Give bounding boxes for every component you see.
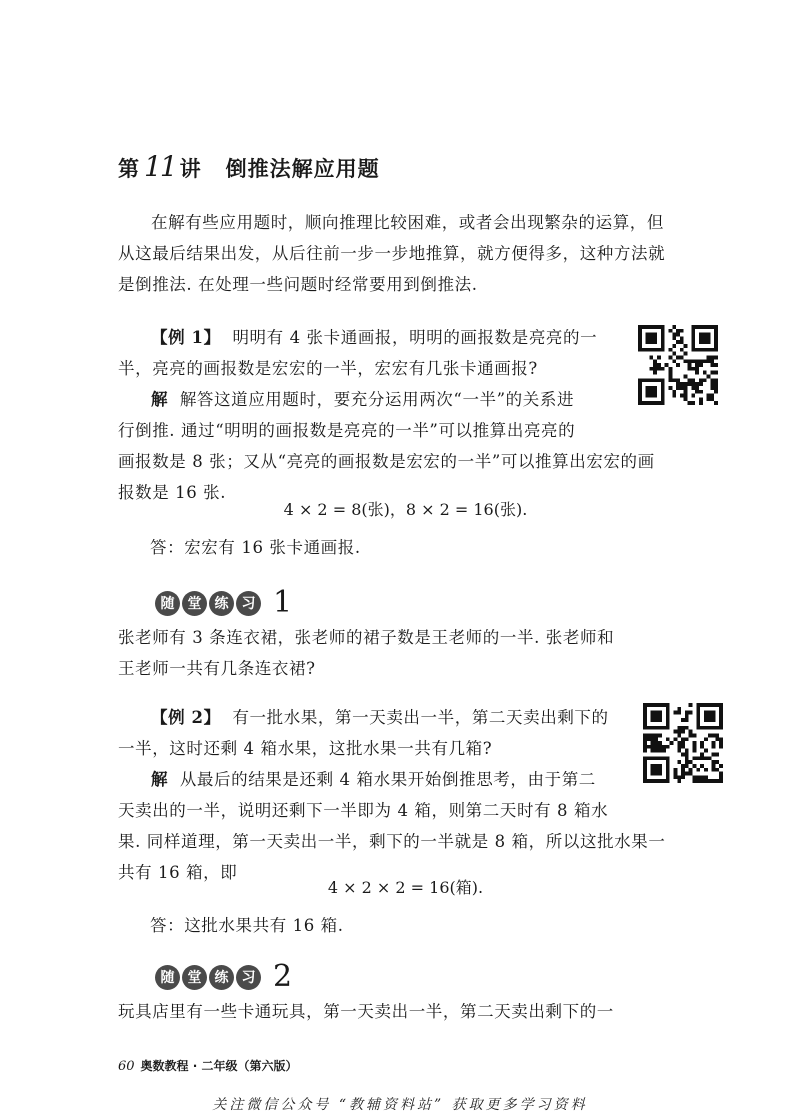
lesson-name: 倒推法解应用题 (225, 156, 380, 181)
intro-paragraph (118, 207, 688, 300)
practice-badge: 练 (209, 591, 234, 616)
example-2-question (118, 702, 638, 764)
example-2-solution-line: 从最后的结果是还剩 4 箱水果开始倒推思考，由于第二 (179, 770, 596, 789)
practice-1-header (155, 585, 293, 620)
practice-badge: 练 (209, 965, 234, 990)
practice-2-line: 玩具店里有一些卡通玩具，第一天卖出一半，第二天卖出剩下的一 (118, 1002, 614, 1021)
solution-label: 解 (151, 390, 169, 409)
example-1-formula: 4 × 2 = 8(张)，8 × 2 = 16(张). (283, 500, 528, 519)
example-1-solution (118, 384, 693, 508)
example-1-question-line: 明明有 4 张卡通画报，明明的画报数是亮亮的一 (232, 328, 598, 347)
example-1-answer: 答：宏宏有 16 张卡通画报. (150, 538, 361, 557)
lesson-prefix: 第 (118, 156, 140, 181)
practice-1-text (118, 622, 693, 684)
intro-line: 在解有些应用题时，顺向推理比较困难，或者会出现繁杂的运算，但 (151, 213, 664, 232)
book-title: 奥数教程 · 二年级（第六版） (140, 1059, 298, 1073)
practice-1-line: 张老师有 3 条连衣裙，张老师的裙子数是王老师的一半. 张老师和 (118, 628, 615, 647)
watermark-text: 关注微信公众号 “教辅资料站” 获取更多学习资料 (212, 1097, 588, 1113)
practice-badge: 随 (155, 965, 180, 990)
example-2-solution-line: 天卖出的一半，说明还剩下一半即为 4 箱，则第二天时有 8 箱水 (118, 801, 609, 820)
example-1-question-line: 半，亮亮的画报数是宏宏的一半，宏宏有几张卡通画报? (118, 359, 538, 378)
example-1-solution-line: 行倒推. 通过“明明的画报数是亮亮的一半”可以推算出亮亮的 (118, 421, 576, 440)
practice-badge: 习 (236, 965, 261, 990)
example-2-solution-line: 果. 同样道理，第一天卖出一半，剩下的一半就是 8 箱，所以这批水果一 (118, 832, 666, 851)
example-2-solution (118, 764, 693, 888)
practice-badge: 堂 (182, 965, 207, 990)
lesson-suffix: 讲 (179, 156, 202, 181)
practice-number: 2 (273, 959, 293, 994)
intro-line: 是倒推法. 在处理一些问题时经常要用到倒推法. (118, 275, 478, 294)
example-1-question (118, 322, 638, 384)
example-2-question-line: 有一批水果，第一天卖出一半，第二天卖出剩下的 (232, 708, 609, 727)
example-1-solution-line: 报数是 16 张. (118, 483, 227, 502)
example-2-solution-line: 共有 16 箱，即 (118, 863, 238, 882)
example-2-label: 【例 2】 (151, 708, 221, 727)
lesson-number: 11 (144, 150, 176, 183)
practice-badge: 随 (155, 591, 180, 616)
example-1-label: 【例 1】 (151, 328, 221, 347)
example-2-question-line: 一半，这时还剩 4 箱水果，这批水果一共有几箱? (118, 739, 493, 758)
practice-badge: 堂 (182, 591, 207, 616)
practice-2-header (155, 959, 293, 994)
practice-1-line: 王老师一共有几条连衣裙? (118, 659, 316, 678)
intro-line: 从这最后结果出发，从后往前一步一步地推算，就方便得多，这种方法就 (118, 244, 666, 263)
page-footer (118, 1057, 297, 1074)
solution-label: 解 (151, 770, 169, 789)
practice-badge: 习 (236, 591, 261, 616)
practice-2-text (118, 996, 708, 1027)
example-1-solution-line: 画报数是 8 张；又从“亮亮的画报数是宏宏的一半”可以推算出宏宏的画 (118, 452, 655, 471)
practice-number: 1 (273, 585, 293, 620)
example-2-answer: 答：这批水果共有 16 箱. (150, 916, 344, 935)
example-1-solution-line: 解答这道应用题时，要充分运用两次“一半”的关系进 (179, 390, 575, 409)
page-number: 60 (118, 1059, 135, 1074)
example-2-formula: 4 × 2 × 2 = 16(箱). (327, 878, 484, 897)
lesson-title (118, 150, 380, 183)
